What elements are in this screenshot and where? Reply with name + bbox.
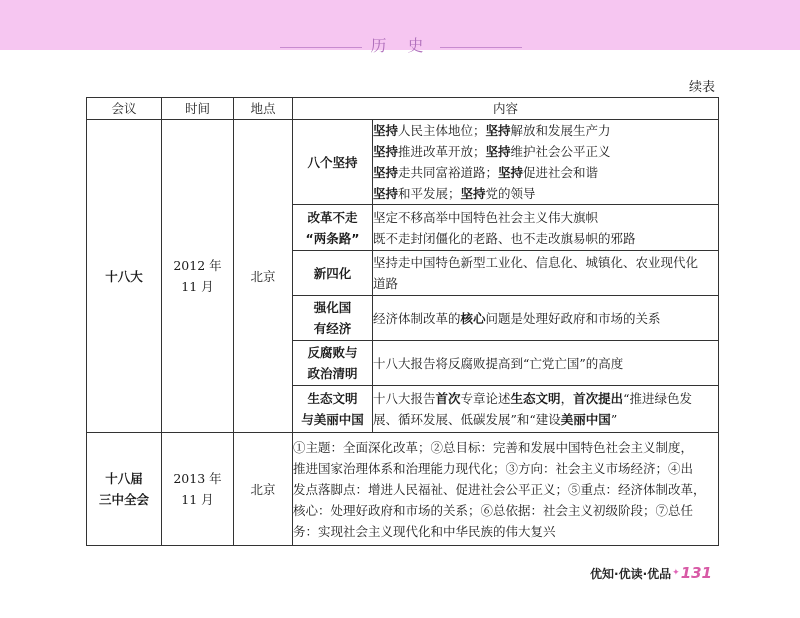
content-line: 务：实现社会主义现代化和中华民族的伟大复兴 [293,523,556,539]
content-line: 坚持推进改革开放；坚持维护社会公平正义 [373,144,611,159]
meeting-name-line: 十八届 [105,471,143,486]
subject-title: 历 史 [370,36,432,55]
meeting-name-line: 三中全会 [98,492,149,507]
content-cell [373,296,719,341]
topic-cell [293,341,373,386]
content-line: 坚持走中国特色新型工业化、信息化、城镇化、农业现代化 [373,255,699,270]
topic-cell [293,251,373,296]
time-line-1: 2013 年 [173,471,222,486]
time-line-2: 11 月 [181,492,214,507]
topic-line: 新四化 [313,265,352,281]
meeting-place: 北京 [234,433,293,546]
content-cell [373,251,719,296]
star-icon: ✦ [672,568,680,578]
content-cell [373,341,719,386]
table-header-row [87,98,719,120]
content-line: 推进国家治理体系和治理能力现代化；③方向：社会主义市场经济；④出 [293,460,694,476]
topic-line: “两条路” [305,230,360,246]
content-line: 坚定不移高举中国特色社会主义伟大旗帜 [373,209,599,225]
meeting-name [87,433,162,546]
topic-cell [293,296,373,341]
content-cell [373,205,719,251]
content-line: 展、循环发展、低碳发展”和“建设美丽中国” [373,412,618,427]
subject-rule-right [440,47,522,48]
meeting-time [162,120,234,433]
content-line: 十八大报告首次专章论述生态文明，首次提出“推进绿色发 [373,391,692,406]
topic-cell [293,120,373,205]
content-line: 发点落脚点：增进人民福祉、促进社会公平正义；⑤重点：经济体制改革， [293,481,706,497]
continued-label: 续表 [688,80,715,95]
topic-line: 与美丽中国 [301,412,364,427]
content-line: 十八大报告将反腐败提高到“亡党亡国”的高度 [373,355,624,371]
meeting-time [162,433,234,546]
col-header-place: 地点 [234,98,293,120]
content-line: 核心：处理好政府和市场的关系；⑥总依据：社会主义初级阶段；⑦总任 [293,502,694,518]
col-header-content: 内容 [293,98,719,120]
topic-line: 政治清明 [307,366,358,381]
content-cell [293,433,719,546]
col-header-meeting: 会议 [87,98,162,120]
topic-line: 反腐败与 [307,345,358,360]
content-line: 坚持走共同富裕道路；坚持促进社会和谐 [373,165,599,180]
content-line: 坚持和平发展；坚持党的领导 [373,186,536,201]
table-row [87,433,719,546]
time-line-2: 11 月 [181,279,214,294]
content-cell [373,386,719,433]
content-line: ①主题：全面深化改革；②总目标：完善和发展中国特色社会主义制度， [293,439,694,455]
footer-slogan: 优知·优读·优品 [590,566,672,581]
topic-line: 强化国 [313,300,352,315]
topic-cell [293,386,373,433]
content-cell [373,120,719,205]
time-line-1: 2012 年 [173,258,222,273]
history-meetings-table [86,97,719,546]
content-line: 坚持人民主体地位；坚持解放和发展生产力 [373,123,611,138]
meeting-place: 北京 [234,120,293,433]
content-line: 经济体制改革的核心问题是处理好政府和市场的关系 [373,310,661,326]
topic-line: 改革不走 [307,209,358,225]
content-line: 既不走封闭僵化的老路、也不走改旗易帜的邪路 [373,230,636,246]
col-header-time: 时间 [162,98,234,120]
topic-cell [293,205,373,251]
topic-line: 生态文明 [307,391,358,406]
topic-line: 八个坚持 [307,154,358,170]
page-footer [590,564,712,582]
table-row [87,120,719,205]
page-number: 131 [680,564,712,582]
topic-line: 有经济 [313,321,352,336]
content-line: 道路 [373,276,399,291]
meeting-name: 十八大 [87,120,162,433]
subject-rule-left [280,47,362,48]
